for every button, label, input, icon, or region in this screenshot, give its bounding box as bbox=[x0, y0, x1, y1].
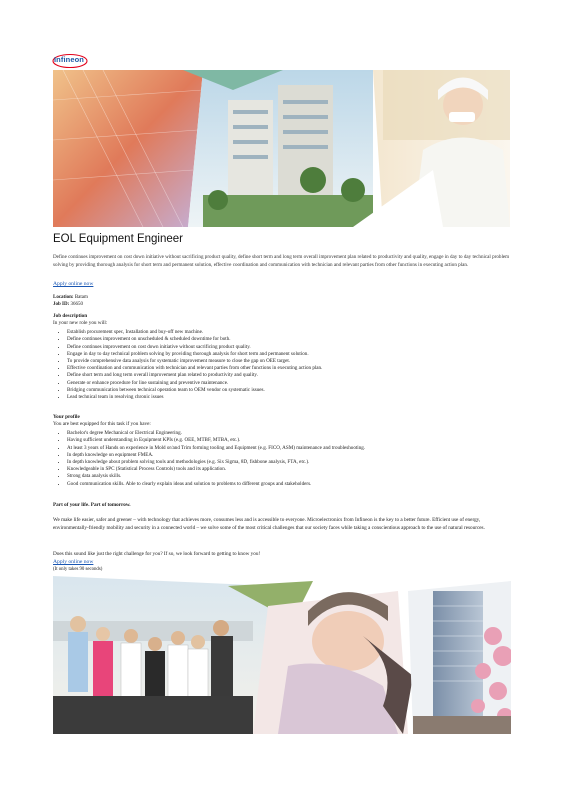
list-item: • Bachelor's degree Mechanical or Electrical Engineering. bbox=[67, 430, 513, 437]
location-label: Location: bbox=[53, 295, 74, 300]
list-item: • In depth knowledge about problem solving tools and methodologies (e.g. Six Sigma, 8D, fishbone analysis, FTA, etc.). bbox=[67, 459, 513, 466]
job-intro: Define continues improvement on cost down initiative without sacrificing product quality, define short term and long term overall improvement plan related to productivity and quality, engage in day to day technical problem solving by providing thorough analysis for short term and permanent solution, effective coordination and communication with technician and relevant parties from other functions in executing action plan. bbox=[53, 254, 510, 268]
job-description-section bbox=[53, 313, 513, 401]
logo-text: Infineon bbox=[54, 55, 84, 64]
hero-banner-image bbox=[53, 70, 510, 227]
list-item: • Engage in day to day technical problem solving by providing thorough analysis for short term and permanent solution. bbox=[67, 351, 513, 358]
job-description-lead: In your new role you will: bbox=[53, 319, 108, 326]
profile-section bbox=[53, 414, 513, 488]
list-item: • Define short term and long term overall improvement plan related to productivity and quality. bbox=[67, 372, 513, 379]
job-id-label: Job ID: bbox=[53, 301, 70, 307]
infineon-logo bbox=[52, 52, 88, 69]
mission-statement: We make life easier, safer and greener – with technology that achieves more, consumes less and is accessible to everyone. Microelectronics from Infineon is the key to a better future. Efficient use of energy, environmentally-friendly mobility and security in a connected world – we solve some of the most critical challenges that our society faces while taking a conscientious approach to the use of natural resources. bbox=[53, 517, 485, 531]
tagline: Part of your life. Part of tomorrow. bbox=[53, 502, 131, 508]
job-meta bbox=[53, 295, 88, 308]
closing-question: Does this sound like just the right challenge for you? If so, we look forward to getting to know you! bbox=[53, 551, 261, 557]
list-item: • Having sufficient understanding in Equipment KPIs (e.g. OEE, MTBF, MTBA, etc.). bbox=[67, 437, 513, 444]
job-id-row bbox=[53, 302, 88, 309]
list-item: • Good communication skills. Able to clearly explain ideas and solution to problems to different groups and stakeholders. bbox=[67, 481, 513, 488]
list-item: • Bridging communication between technical operation team to OEM vendor on systematic issues. bbox=[67, 387, 513, 394]
list-item: • To provide comprehensive data analysis for systematic improvement measure to close the gap on OEE target. bbox=[67, 358, 513, 365]
job-description-heading: Job description bbox=[53, 313, 88, 319]
job-id-value: 36650 bbox=[70, 301, 84, 307]
profile-lead: You are best equipped for this task if you have: bbox=[53, 420, 151, 427]
list-item: • Effective coordination and communication with technician and relevant parties from other functions in executing action plan. bbox=[67, 365, 513, 372]
location-row bbox=[53, 295, 88, 302]
list-item: • Knowledgeable in SPC (Statistical Process Controls) tools and its application. bbox=[67, 466, 513, 473]
list-item: • Define continues improvement on cost down initiative without sacrificing product quality. bbox=[67, 344, 513, 351]
footer-banner-image bbox=[53, 576, 511, 734]
list-item: • Lead technical team in resolving chronic issues bbox=[67, 394, 513, 401]
list-item: • Establish procurement spec, Installation and buy-off new machine. bbox=[67, 329, 513, 336]
list-item: • At least 3 years of Hands on experience in Mold or/and Trim forming tooling and Equipment (e.g. FICO, ASM) maintenance and troubleshooting. bbox=[67, 445, 513, 452]
apply-online-link-bottom[interactable]: Apply online now bbox=[53, 559, 94, 565]
list-item: • Strong data analysis skills. bbox=[67, 473, 513, 480]
list-item: • In depth knowledge on equipment FMEA. bbox=[67, 452, 513, 459]
apply-time-note: (It only takes 90 seconds) bbox=[53, 567, 103, 572]
apply-online-link-top[interactable]: Apply online now bbox=[53, 281, 94, 287]
job-title: EOL Equipment Engineer bbox=[53, 233, 183, 245]
list-item: • Generate or enhance procedure for line sustaining and preventive maintenance. bbox=[67, 380, 513, 387]
profile-list bbox=[53, 430, 513, 488]
profile-heading: Your profile bbox=[53, 414, 80, 420]
location-value: Batam bbox=[74, 295, 88, 300]
job-description-list bbox=[53, 329, 513, 401]
list-item: • Define continues improvement on unscheduled & scheduled downtime for both. bbox=[67, 336, 513, 343]
